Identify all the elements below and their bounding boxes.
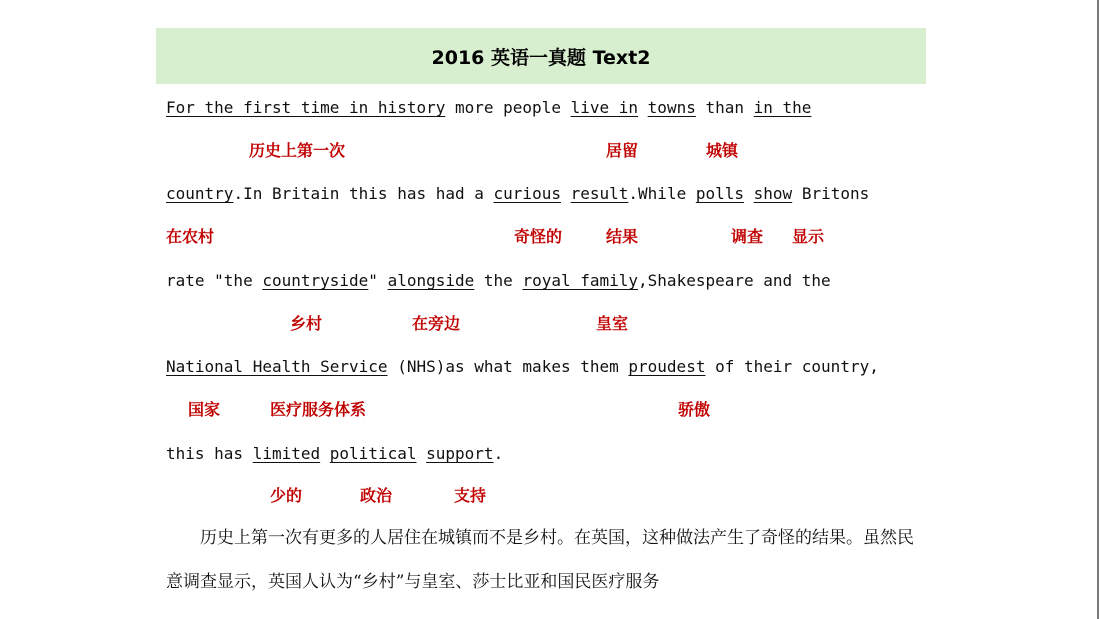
chinese-gloss: 皇室 xyxy=(596,314,629,333)
sentence-text: .In Britain this has had a xyxy=(233,184,494,203)
page-edge-divider xyxy=(1097,0,1099,619)
sentence-text: rate "the xyxy=(166,271,263,290)
sentence-text: " xyxy=(368,271,388,290)
chinese-gloss: 少的 xyxy=(270,486,303,505)
sentence-text xyxy=(638,98,648,117)
chinese-gloss: 历史上第一次 xyxy=(249,141,346,160)
english-line xyxy=(166,96,811,120)
chinese-gloss: 奇怪的 xyxy=(514,227,563,246)
vocab-phrase: countryside xyxy=(262,271,369,290)
english-line xyxy=(166,355,879,379)
sentence-text xyxy=(416,444,426,463)
vocab-phrase: limited xyxy=(252,444,321,463)
chinese-gloss: 支持 xyxy=(454,486,487,505)
chinese-translation: 历史上第一次有更多的人居住在城镇而不是乡村。在英国，这种做法产生了奇怪的结果。虽然民意调查显示，英国人认为“乡村”与皇室、莎士比亚和国民医疗服务 xyxy=(166,528,914,592)
sentence-text: .While xyxy=(628,184,696,203)
document-title: 2016 英语一真题 Text2 xyxy=(431,46,651,69)
chinese-gloss: 骄傲 xyxy=(678,400,711,419)
chinese-gloss: 居留 xyxy=(606,141,639,160)
sentence-text: than xyxy=(695,98,754,117)
chinese-gloss: 医疗服务体系 xyxy=(270,400,367,419)
vocab-phrase: alongside xyxy=(387,271,475,290)
chinese-gloss: 乡村 xyxy=(290,314,323,333)
vocab-phrase: live in xyxy=(570,98,639,117)
sentence-text: the xyxy=(474,271,523,290)
chinese-gloss: 在旁边 xyxy=(412,314,461,333)
sentence-text: Britons xyxy=(792,184,870,203)
chinese-gloss: 国家 xyxy=(188,400,221,419)
english-line xyxy=(166,269,831,293)
sentence-text xyxy=(320,444,330,463)
vocab-phrase: proudest xyxy=(628,357,706,376)
vocab-phrase: country xyxy=(166,184,234,203)
sentence-text: this has xyxy=(166,444,253,463)
sentence-text: (NHS)as what makes them xyxy=(387,357,629,376)
chinese-gloss: 城镇 xyxy=(706,141,739,160)
chinese-gloss: 结果 xyxy=(606,227,639,246)
vocab-phrase: royal family xyxy=(522,271,639,290)
document-page xyxy=(156,0,926,619)
vocab-phrase: show xyxy=(753,184,793,203)
vocab-phrase: political xyxy=(329,444,417,463)
sentence-text: more people xyxy=(445,98,571,117)
vocab-phrase: curious xyxy=(493,184,561,203)
english-line xyxy=(166,182,869,206)
vocab-phrase: in the xyxy=(753,98,812,117)
sentence-text: . xyxy=(493,444,504,463)
sentence-text: of their country, xyxy=(705,357,879,376)
sentence-text xyxy=(561,184,571,203)
chinese-gloss: 在农村 xyxy=(166,227,215,246)
vocab-phrase: National Health Service xyxy=(166,357,388,376)
vocab-phrase: polls xyxy=(695,184,745,203)
vocab-phrase: result xyxy=(570,184,629,203)
chinese-gloss: 调查 xyxy=(731,227,764,246)
sentence-text xyxy=(744,184,754,203)
chinese-gloss: 显示 xyxy=(792,227,825,246)
vocab-phrase: towns xyxy=(647,98,696,117)
vocab-phrase: support xyxy=(426,444,494,463)
english-line xyxy=(166,442,503,466)
sentence-text: ,Shakespeare and the xyxy=(638,271,831,290)
title-banner xyxy=(156,28,926,84)
chinese-gloss: 政治 xyxy=(360,486,393,505)
vocab-phrase: For the first time in history xyxy=(166,98,446,117)
